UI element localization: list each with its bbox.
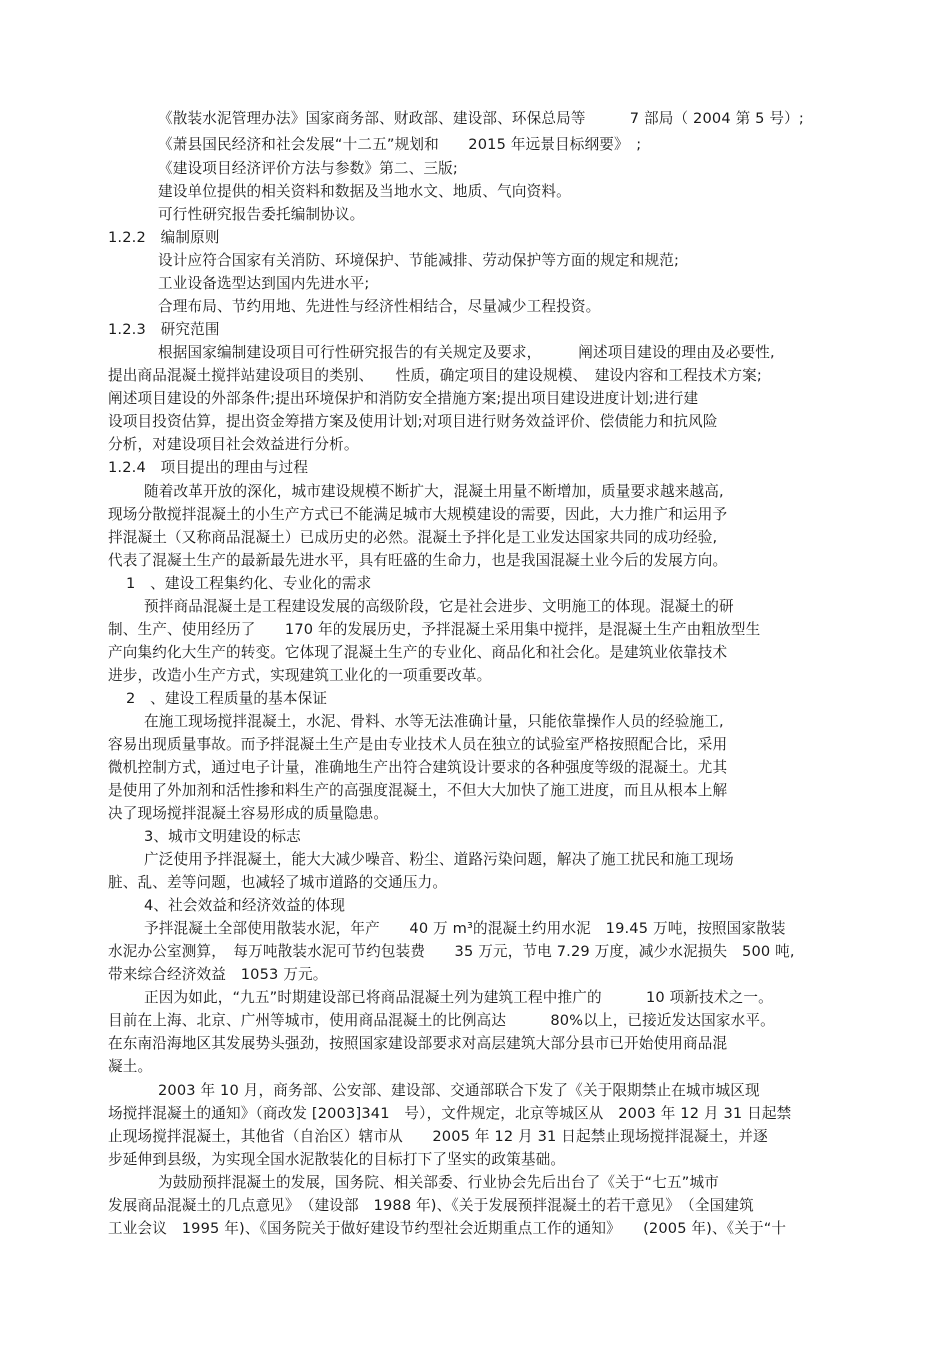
text-line: 工业会议 1995 年)、《国务院关于做好建设节约型社会近期重点工作的通知》 (2005 年)、《关于“十: [108, 1220, 787, 1237]
text-line: 可行性研究报告委托编制协议。: [158, 206, 365, 223]
text-line: 设计应符合国家有关消防、环境保护、节能减排、劳动保护等方面的规定和规范;: [158, 252, 680, 269]
text-line: 脏、乱、差等问题，也减轻了城市道路的交通压力。: [108, 874, 448, 891]
text-line: 拌混凝土（又称商品混凝土）已成历史的必然。混凝土予拌化是工业发达国家共同的成功经验,: [108, 529, 718, 546]
text-line: 进步，改造小生产方式，实现建筑工业化的一项重要改革。: [108, 667, 492, 684]
text-line: 步延伸到县级，为实现全国水泥散装化的目标打下了坚实的政策基础。: [108, 1151, 566, 1168]
text-line: 广泛使用予拌混凝土，能大大减少噪音、粉尘、道路污染问题，解决了施工扰民和施工现场: [144, 851, 734, 868]
text-line: 为鼓励预拌混凝土的发展，国务院、相关部委、行业协会先后出台了《关于“七五”城市: [158, 1174, 719, 1191]
text-line: 设项目投资估算，提出资金筹措方案及使用计划;对项目进行财务效益评价、偿债能力和抗风险: [108, 413, 718, 430]
text-line: 2003 年 10 月，商务部、公安部、建设部、交通部联合下发了《关于限期禁止在城市城区现: [158, 1082, 760, 1099]
text-line: 合理布局、节约用地、先进性与经济性相结合，尽量减少工程投资。: [158, 298, 601, 315]
text-line: 阐述项目建设的外部条件;提出环境保护和消防安全措施方案;提出项目建设进度计划;进行建: [108, 390, 699, 407]
text-line: 分析，对建设项目社会效益进行分析。: [108, 436, 359, 453]
section-heading: 1.2.2 编制原则: [108, 229, 220, 246]
text-line: 在东南沿海地区其发展势头强劲，按照国家建设部要求对高层建筑大部分县市已开始使用商品混: [108, 1035, 728, 1052]
subsection-heading: 3、城市文明建设的标志: [144, 828, 301, 845]
text-line: 决了现场搅拌混凝土容易形成的质量隐患。: [108, 805, 389, 822]
text-line: 带来综合经济效益 1053 万元。: [108, 966, 328, 983]
text-line: 是使用了外加剂和活性掺和料生产的高强度混凝土，不但大大加快了施工进度，而且从根本上解: [108, 782, 728, 799]
text-line: 凝土。: [108, 1058, 153, 1075]
text-line: 《散装水泥管理办法》国家商务部、财政部、建设部、环保总局等 7 部局（ 2004 第 5 号）;: [158, 110, 804, 127]
text-line: 水泥办公室测算， 每万吨散装水泥可节约包装费 35 万元，节电 7.29 万度，减少水泥损失 500 吨,: [108, 943, 795, 960]
section-heading: 1.2.3 研究范围: [108, 321, 220, 338]
subsection-heading: 1 、建设工程集约化、专业化的需求: [126, 575, 372, 592]
subsection-heading: 2 、建设工程质量的基本保证: [126, 690, 328, 707]
text-line: 目前在上海、北京、广州等城市，使用商品混凝土的比例高达 80%以上，已接近发达国家水平。: [108, 1012, 775, 1029]
text-line: 现场分散搅拌混凝土的小生产方式已不能满足城市大规模建设的需要，因此，大力推广和运用予: [108, 506, 728, 523]
text-line: 场搅拌混凝土的通知》（商改发 [2003]341 号），文件规定，北京等城区从 2003 年 12 月 31 日起禁: [108, 1105, 792, 1122]
text-line: 建设单位提供的相关资料和数据及当地水文、地质、气向资料。: [158, 183, 571, 200]
text-line: 制、生产、使用经历了 170 年的发展历史，予拌混凝土采用集中搅拌，是混凝土生产由粗放型生: [108, 621, 761, 638]
text-line: 产向集约化大生产的转变。它体现了混凝土生产的专业化、商品化和社会化。是建筑业依靠技术: [108, 644, 728, 661]
subsection-heading: 4、社会效益和经济效益的体现: [144, 897, 346, 914]
text-line: 代表了混凝土生产的最新最先进水平，具有旺盛的生命力，也是我国混凝土业今后的发展方向。: [108, 552, 728, 569]
text-line: 根据国家编制建设项目可行性研究报告的有关规定及要求， 阐述项目建设的理由及必要性,: [158, 344, 775, 361]
text-line: 微机控制方式，通过电子计量，准确地生产出符合建筑设计要求的各种强度等级的混凝土。尤其: [108, 759, 728, 776]
text-line: 工业设备选型达到国内先进水平;: [158, 275, 370, 292]
text-line: 正因为如此，“九五”时期建设部已将商品混凝土列为建筑工程中推广的 10 项新技术之一。: [144, 989, 773, 1006]
text-line: 在施工现场搅拌混凝土，水泥、骨料、水等无法准确计量，只能依靠操作人员的经验施工,: [144, 713, 724, 730]
text-line: 予拌混凝土全部使用散装水泥，年产 40 万 m³的混凝土约用水泥 19.45 万吨，按照国家散装: [144, 920, 786, 937]
text-line: 提出商品混凝土搅拌站建设项目的类别、 性质，确定项目的建设规模、 建设内容和工程技术方案;: [108, 367, 762, 384]
text-line: 《建设项目经济评价方法与参数》第二、三版;: [158, 160, 458, 177]
text-line: 发展商品混凝土的几点意见》 （建设部 1988 年)、《关于发展预拌混凝土的若干意见》 （全国建筑: [108, 1197, 754, 1214]
text-line: 随着改革开放的深化，城市建设规模不断扩大，混凝土用量不断增加，质量要求越来越高,: [144, 483, 724, 500]
section-heading: 1.2.4 项目提出的理由与过程: [108, 459, 309, 476]
text-line: 容易出现质量事故。而予拌混凝土生产是由专业技术人员在独立的试验室严格按照配合比，采用: [108, 736, 728, 753]
text-line: 预拌商品混凝土是工程建设发展的高级阶段，它是社会进步、文明施工的体现。混凝土的研: [144, 598, 734, 615]
text-line: 《萧县国民经济和社会发展“十二五”规划和 2015 年远景目标纲要》 ;: [158, 136, 642, 153]
text-line: 止现场搅拌混凝土，其他省（自治区）辖市从 2005 年 12 月 31 日起禁止现场搅拌混凝土，并逐: [108, 1128, 768, 1145]
